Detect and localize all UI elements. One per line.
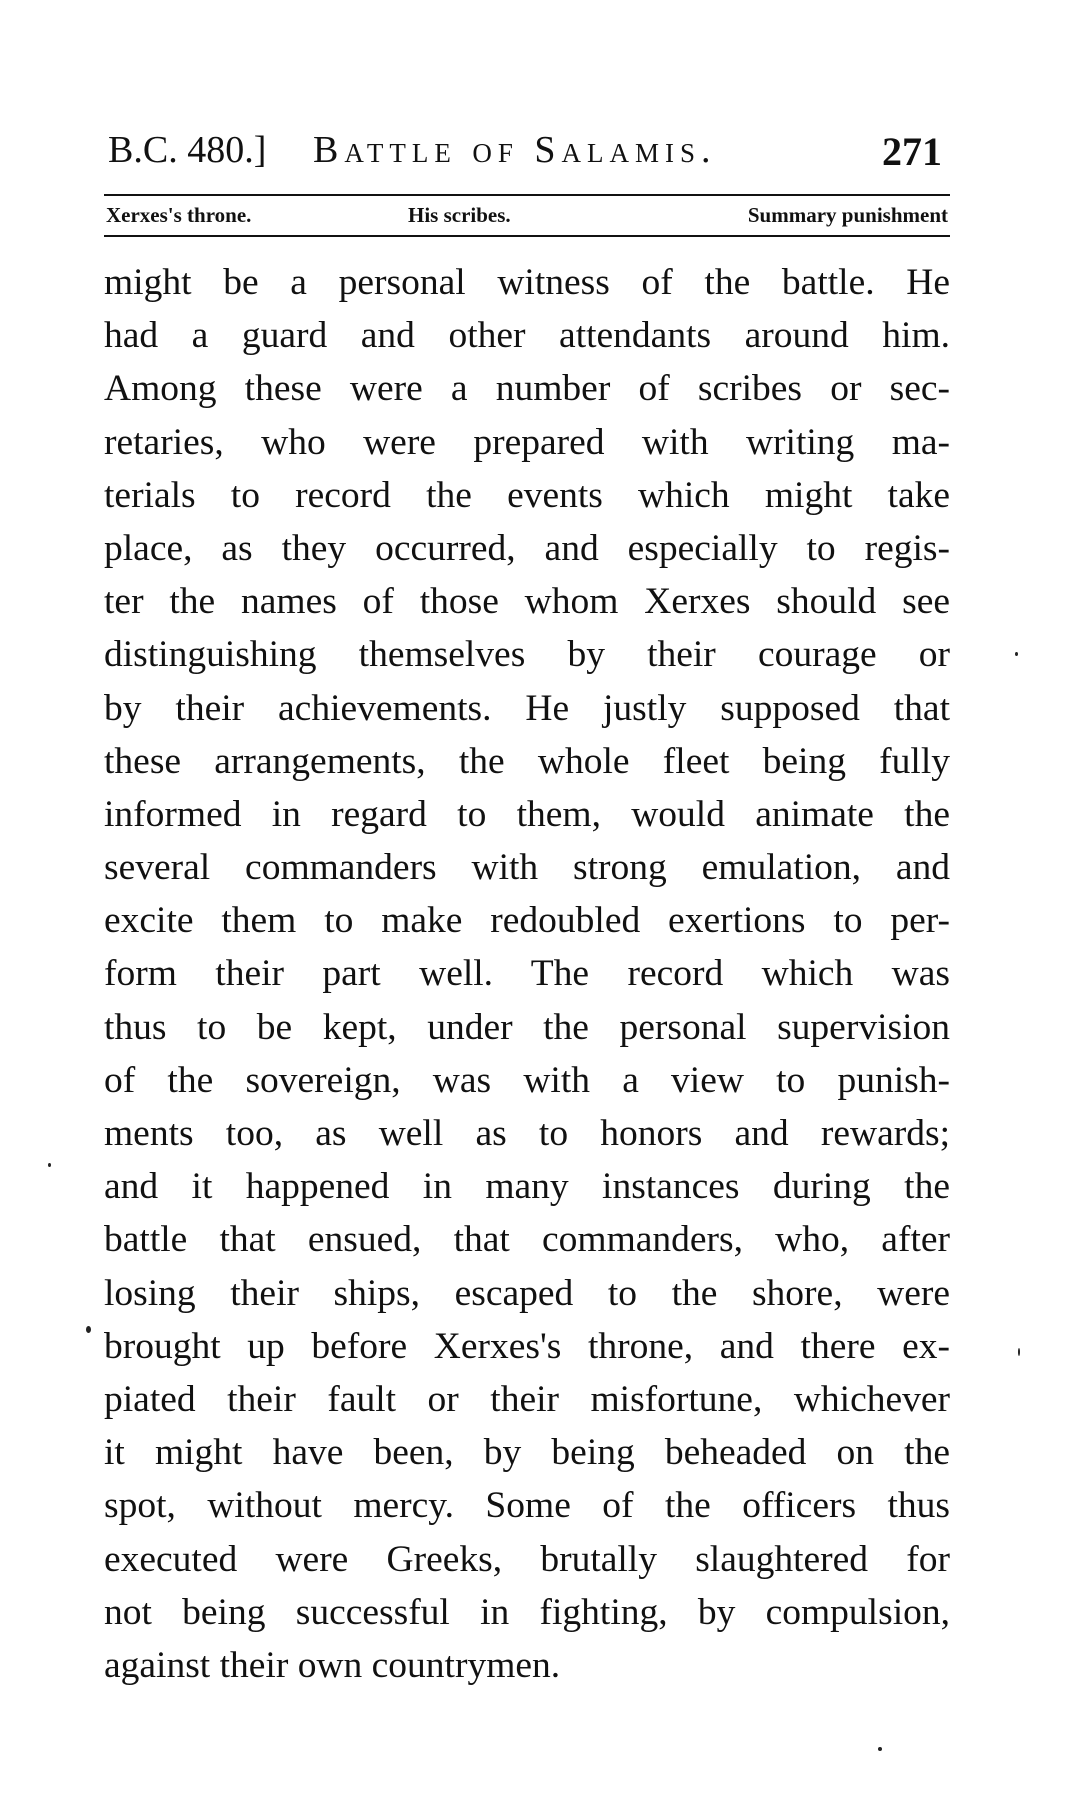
text-line: place, as they occurred, and especially to regis-: [104, 527, 950, 569]
text-line: terials to record the events which might take: [104, 474, 950, 516]
running-head: [108, 128, 950, 178]
text-line: excite them to make redoubled exertions to per-: [104, 900, 950, 942]
text-line: might be a personal witness of the battle. He: [104, 262, 950, 303]
text-line: ments too, as well as to honors and rewards;: [104, 1113, 950, 1154]
running-head-title: Battle of Salamis.: [313, 129, 717, 171]
text-line: form their part well. The record which was: [104, 953, 950, 995]
text-line: battle that ensued, that commanders, who, after: [104, 1219, 950, 1261]
text-line: retaries, who were prepared with writing ma-: [104, 421, 950, 463]
text-line: losing their ships, escaped to the shore, were: [104, 1272, 950, 1314]
text-line: against their own countrymen.: [104, 1644, 561, 1686]
header-rule-bottom: [104, 235, 950, 237]
text-line: it might have been, by being beheaded on the: [104, 1432, 950, 1474]
subhead-middle: His scribes.: [408, 203, 511, 227]
text-line: Among these were a number of scribes or sec-: [104, 368, 950, 410]
scan-speck: [878, 1747, 882, 1751]
text-line: executed were Greeks, brutally slaughtered for: [104, 1538, 950, 1580]
text-line: had a guard and other attendants around him.: [104, 315, 950, 357]
text-line: of the sovereign, was with a view to punish-: [104, 1059, 950, 1101]
page-number: 271: [882, 129, 942, 174]
text-line: piated their fault or their misfortune, whichever: [104, 1378, 950, 1420]
text-line: by their achievements. He justly supposed that: [104, 687, 950, 729]
text-line: and it happened in many instances during the: [104, 1166, 950, 1208]
header-rule-top: [104, 194, 950, 196]
text-line: several commanders with strong emulation, and: [104, 847, 950, 889]
text-line: ter the names of those whom Xerxes should see: [104, 581, 950, 623]
running-head-date: B.C. 480.]: [108, 129, 267, 171]
scan-speck: [86, 1326, 91, 1333]
body-paragraph: [104, 256, 950, 1692]
text-line: not being successful in fighting, by compulsion,: [104, 1591, 950, 1633]
text-line: brought up before Xerxes's throne, and there ex-: [104, 1325, 950, 1367]
scan-speck: [1018, 1348, 1020, 1356]
marginal-subheads: [106, 203, 948, 231]
subhead-right: Summary punishment: [747, 203, 948, 227]
text-line: distinguishing themselves by their courage or: [104, 634, 950, 676]
text-line: these arrangements, the whole fleet being fully: [104, 740, 950, 782]
scan-speck: [48, 1163, 51, 1167]
subhead-left: Xerxes's throne.: [106, 203, 252, 227]
scan-speck: [1015, 652, 1018, 656]
text-line: thus to be kept, under the personal supervision: [104, 1006, 950, 1048]
text-line: informed in regard to them, would animate the: [104, 793, 950, 835]
text-line: spot, without mercy. Some of the officers thus: [104, 1485, 950, 1527]
